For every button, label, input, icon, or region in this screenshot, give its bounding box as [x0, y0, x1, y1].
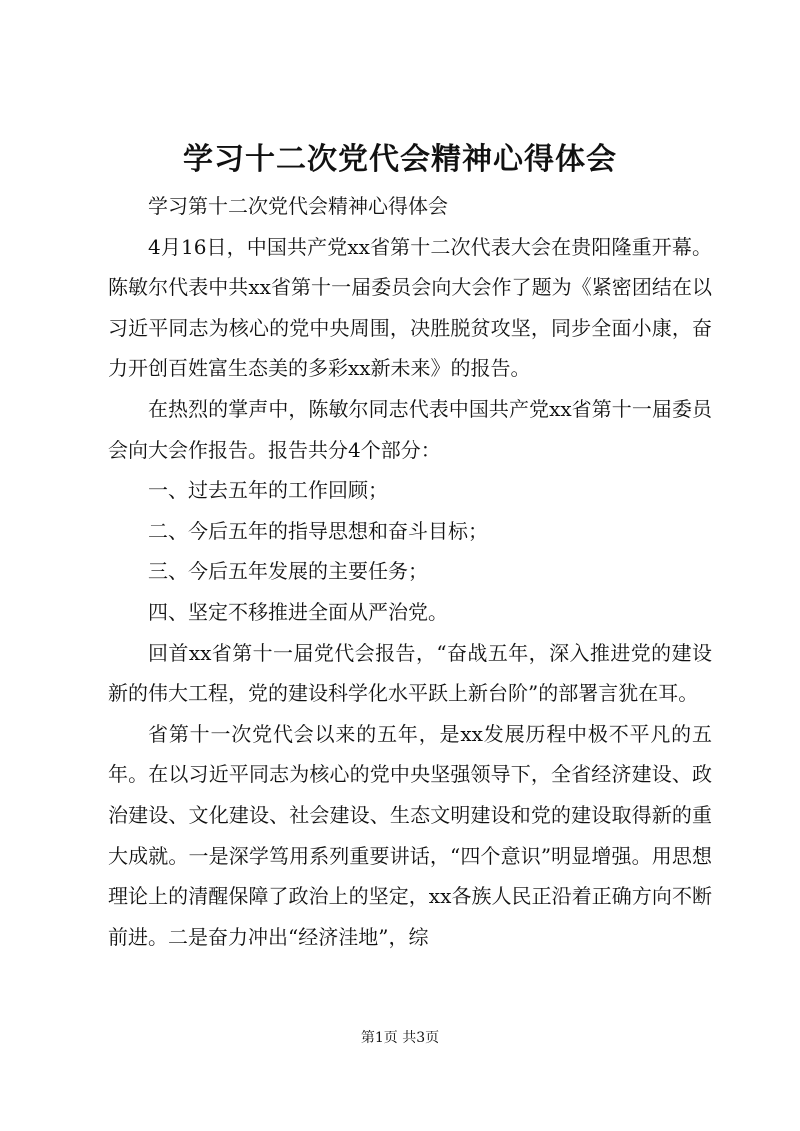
paragraph-opening: 4月16日，中国共产党xx省第十二次代表大会在贵阳隆重开幕。陈敏尔代表中共xx省第十一届委员会向大会作了题为《紧密团结在以习近平同志为核心的党中央周围，决胜脱贫攻坚，同步全面小康，奋力开创百姓富生态美的多彩xx新未来》的报告。: [108, 234, 712, 381]
document-body: [108, 186, 712, 957]
page-footer: 第1页 共3页: [360, 1030, 440, 1046]
paragraph-report-parts: 在热烈的掌声中，陈敏尔同志代表中国共产党xx省第十一届委员会向大会作报告。报告共分4个部分：: [108, 396, 712, 462]
paragraph-five-years: 省第十一次党代会以来的五年，是xx发展历程中极不平凡的五年。在以习近平同志为核心的党中央坚强领导下，全省经济建设、政治建设、文化建设、社会建设、生态文明建设和党的建设取得新的重大成就。一是深学笃用系列重要讲话，“四个意识”明显增强。用思想理论上的清醒保障了政治上的坚定，xx各族人民正沿着正确方向不断前进。二是奋力冲出“经济洼地”，综: [108, 721, 712, 949]
list-item-part-2: 二、今后五年的指导思想和奋斗目标；: [148, 518, 488, 543]
document-title: 学习十二次党代会精神心得体会: [183, 142, 617, 177]
list-item-part-1: 一、过去五年的工作回顾；: [148, 478, 388, 503]
list-item-part-4: 四、坚定不移推进全面从严治党。: [148, 599, 448, 624]
paragraph-subtitle: 学习第十二次党代会精神心得体会: [148, 194, 448, 218]
paragraph-review: 回首xx省第十一届党代会报告，“奋战五年，深入推进党的建设新的伟大工程，党的建设科学化水平跃上新台阶”的部署言犹在耳。: [108, 640, 712, 706]
list-item-part-3: 三、今后五年发展的主要任务；: [148, 559, 428, 584]
